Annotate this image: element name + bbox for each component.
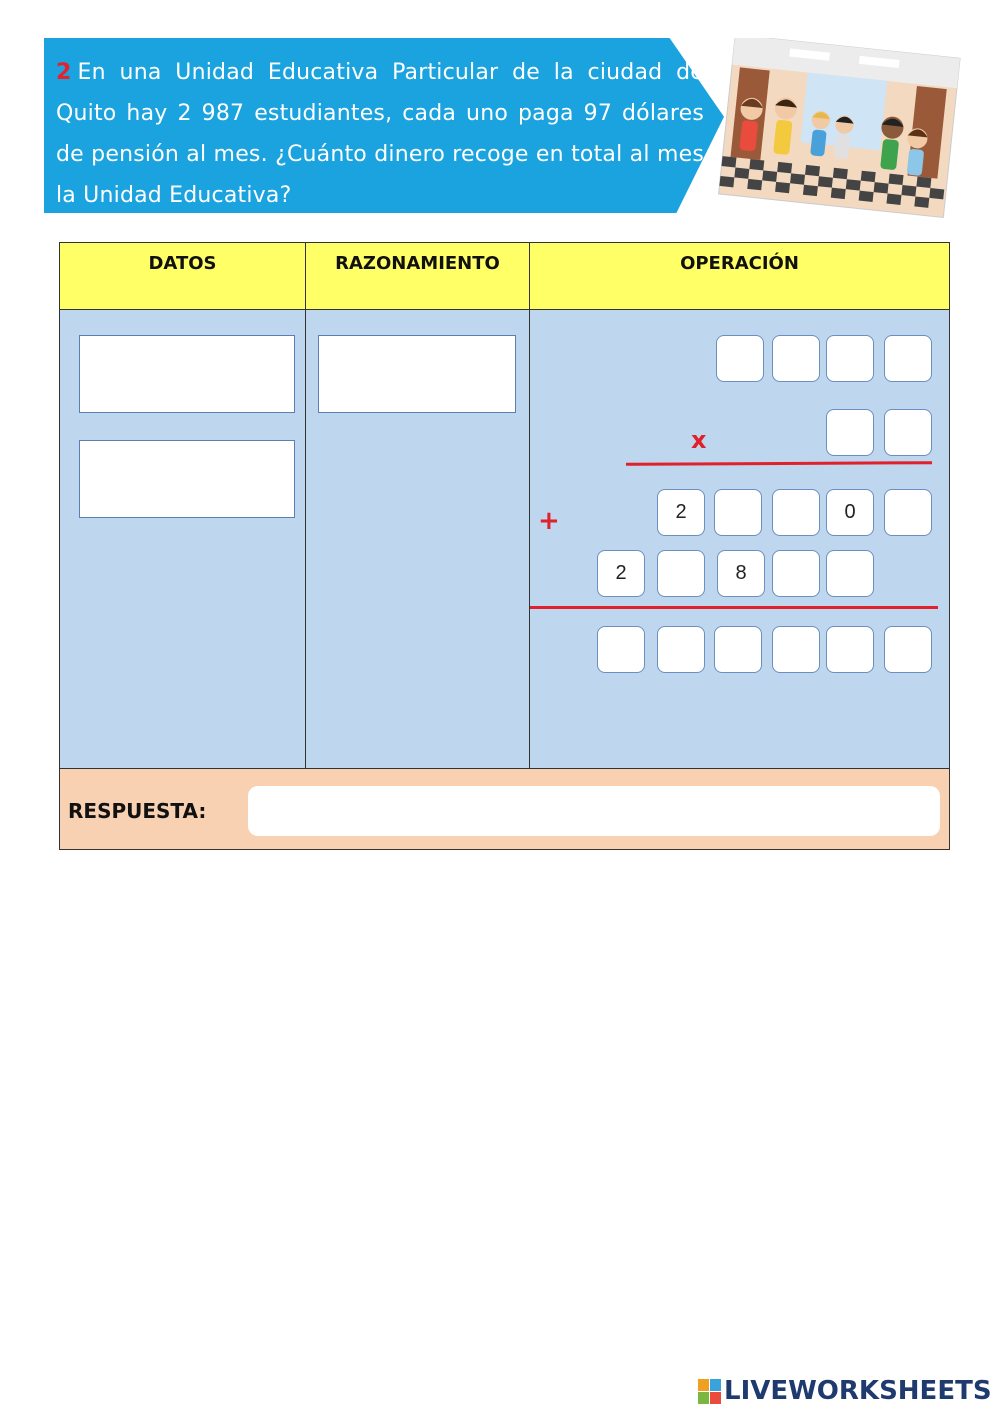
problem-number: 2 [56, 60, 72, 85]
multiplier-digit-2[interactable] [884, 409, 932, 456]
answer-row [60, 768, 949, 849]
multiplicand-digit-3[interactable] [826, 335, 874, 382]
partial1-digit-2[interactable] [714, 489, 762, 536]
datos-column [60, 310, 306, 768]
worksheet-table [59, 242, 950, 850]
result-digit-1[interactable] [597, 626, 645, 673]
partial2-digit-3[interactable]: 8 [717, 550, 765, 597]
result-digit-5[interactable] [826, 626, 874, 673]
datos-input-1[interactable] [79, 335, 295, 413]
partial2-digit-1[interactable]: 2 [597, 550, 645, 597]
partial2-digit-4[interactable] [772, 550, 820, 597]
answer-label: RESPUESTA: [68, 799, 207, 823]
add-sign: + [538, 506, 560, 536]
datos-input-2[interactable] [79, 440, 295, 518]
result-digit-3[interactable] [714, 626, 762, 673]
partial2-digit-5[interactable] [826, 550, 874, 597]
multiplicand-digit-4[interactable] [884, 335, 932, 382]
result-digit-6[interactable] [884, 626, 932, 673]
result-digit-4[interactable] [772, 626, 820, 673]
header-datos: DATOS [60, 243, 306, 310]
students-hallway-illustration [712, 38, 964, 220]
answer-input[interactable] [248, 786, 940, 836]
multiply-sign: x [691, 426, 707, 454]
header-razonamiento: RAZONAMIENTO [306, 243, 530, 310]
multiplicand-digit-2[interactable] [772, 335, 820, 382]
header-operacion: OPERACIÓN [530, 243, 949, 310]
multiplicand-digit-1[interactable] [716, 335, 764, 382]
multiplier-digit-1[interactable] [826, 409, 874, 456]
problem-text: En una Unidad Educativa Particular de la ciudad de Quito hay 2 987 estudiantes, cada uno paga 97 dólares de pensión al mes. ¿Cuánto dinero recoge en total al mes la Unidad Educativa? [56, 60, 704, 208]
liveworksheets-logo-icon [698, 1377, 722, 1407]
partial1-digit-1[interactable]: 2 [657, 489, 705, 536]
partial2-digit-2[interactable] [657, 550, 705, 597]
razonamiento-column [306, 310, 530, 768]
sum-line [530, 606, 938, 609]
razonamiento-input[interactable] [318, 335, 516, 413]
partial1-digit-4[interactable]: 0 [826, 489, 874, 536]
partial1-digit-3[interactable] [772, 489, 820, 536]
problem-statement [56, 52, 704, 216]
result-digit-2[interactable] [657, 626, 705, 673]
partial1-digit-5[interactable] [884, 489, 932, 536]
brand-name: LIVEWORKSHEETS [724, 1376, 992, 1406]
